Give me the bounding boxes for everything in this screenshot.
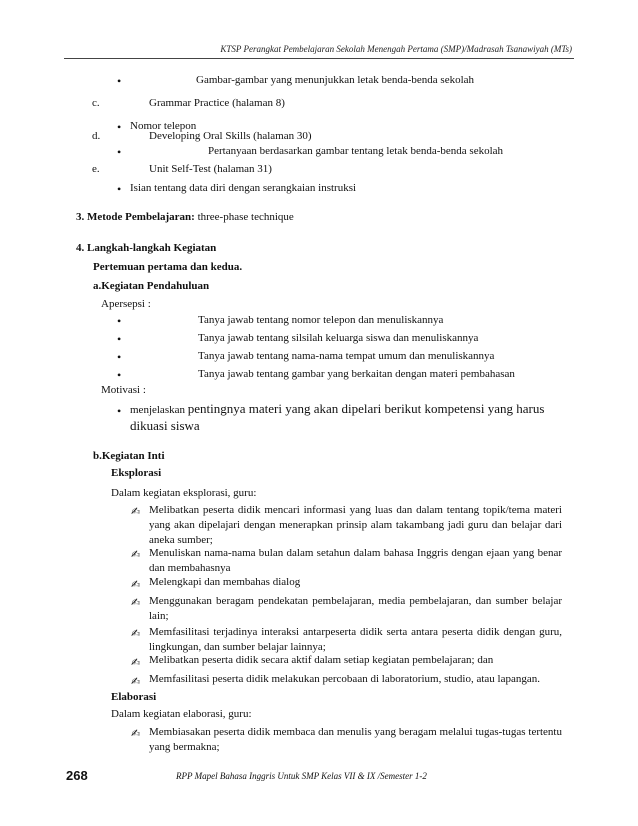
quill-pen-icon: ✍ — [131, 548, 141, 561]
quill-pen-icon: ✍ — [131, 656, 141, 669]
eksplorasi-item: Melibatkan peserta didik secara aktif dalam setiap kegiatan pembelajaran; dan — [149, 654, 494, 666]
quill-pen-icon: ✍ — [131, 675, 141, 688]
elaborasi-intro: Dalam kegiatan elaborasi, guru: — [111, 708, 252, 720]
eksplorasi-heading: Eksplorasi — [111, 467, 162, 479]
eksplorasi-item: Memfasilitasi terjadinya interaksi antarpeserta didik serta antara peserta didik dengan guru, lingkungan, dan sumber belajar lainnya; — [149, 626, 562, 653]
list-item: Unit Self-Test (halaman 31) — [149, 163, 272, 175]
list-item: Pertanyaan berdasarkan gambar tentang letak benda-benda sekolah — [208, 145, 504, 157]
section-3-label: 3. Metode Pembelajaran: — [76, 211, 195, 223]
quill-pen-icon: ✍ — [131, 505, 141, 518]
section-4-heading: 4. Langkah-langkah Kegiatan — [76, 242, 217, 254]
b-heading: b.Kegiatan Inti — [93, 450, 165, 462]
a-heading: a.Kegiatan Pendahuluan — [93, 280, 210, 292]
eksplorasi-item: Melengkapi dan membahas dialog — [149, 576, 301, 588]
section-3-value: three-phase technique — [197, 211, 294, 223]
motivasi-small: menjelaskan — [130, 404, 185, 416]
apersepsi-item: Tanya jawab tentang silsilah keluarga siswa dan menuliskannya — [198, 332, 479, 344]
apersepsi-item: Tanya jawab tentang nama-nama tempat umum dan menuliskannya — [198, 350, 495, 362]
motivasi-text — [130, 401, 544, 417]
list-marker: d. — [92, 130, 101, 142]
bullet-icon: • — [117, 145, 122, 159]
bullet-icon: • — [117, 404, 122, 418]
quill-pen-icon: ✍ — [131, 596, 141, 609]
page-number: 268 — [66, 768, 88, 783]
quill-pen-icon: ✍ — [131, 578, 141, 591]
motivasi-large-2: dikuasi siswa — [130, 418, 200, 433]
eksplorasi-item: Menggunakan beragam pendekatan pembelajaran, media pembelajaran, dan sumber belajar lain; — [149, 595, 562, 622]
bullet-icon: • — [117, 182, 122, 196]
bullet-icon: • — [117, 368, 122, 382]
bullet-icon: • — [117, 314, 122, 328]
eksplorasi-item: Memfasilitasi peserta didik melakukan percobaan di laboratorium, studio, atau lapangan. — [149, 673, 540, 685]
list-item: Grammar Practice (halaman 8) — [149, 97, 285, 109]
eksplorasi-intro: Dalam kegiatan eksplorasi, guru: — [111, 487, 257, 499]
eksplorasi-item: Melibatkan peserta didik mencari informasi yang luas dan dalam tentang topik/tema materi yang akan dipelajari dengan menerapkan prinsip alam takambang jadi guru dan belajar dari aneka sumber; — [149, 504, 562, 546]
list-item: Developing Oral Skills (halaman 30) — [149, 130, 312, 142]
bullet-icon: • — [117, 350, 122, 364]
list-item: Nomor telepon — [130, 120, 197, 132]
bullet-icon: • — [117, 74, 122, 88]
page-header: KTSP Perangkat Pembelajaran Sekolah Menengah Pertama (SMP)/Madrasah Tsanawiyah (MTs) — [220, 44, 572, 54]
motivasi-large-1: pentingnya materi yang akan dipelari berikut kompetensi yang harus — [187, 401, 545, 416]
header-rule — [64, 58, 574, 59]
page-footer: RPP Mapel Bahasa Inggris Untuk SMP Kelas VII & IX /Semester 1-2 — [176, 771, 427, 781]
apersepsi-label: Apersepsi : — [101, 298, 151, 310]
quill-pen-icon: ✍ — [131, 627, 141, 640]
list-item: Gambar-gambar yang menunjukkan letak benda-benda sekolah — [196, 74, 475, 86]
elaborasi-item: Membiasakan peserta didik membaca dan menulis yang beragam melalui tugas-tugas tertentu yang bermakna; — [149, 726, 562, 753]
list-marker: e. — [92, 163, 100, 175]
eksplorasi-item: Menuliskan nama-nama bulan dalam setahun dalam bahasa Inggris dengan ejaan yang benar dan membahasnya — [149, 547, 562, 574]
apersepsi-item: Tanya jawab tentang gambar yang berkaitan dengan materi pembahasan — [198, 368, 515, 380]
bullet-icon: • — [117, 332, 122, 346]
motivasi-label: Motivasi : — [101, 384, 146, 396]
elaborasi-heading: Elaborasi — [111, 691, 157, 703]
list-marker: c. — [92, 97, 100, 109]
section-4-subheading: Pertemuan pertama dan kedua. — [93, 261, 243, 273]
list-item: Isian tentang data diri dengan serangkaian instruksi — [130, 182, 357, 194]
apersepsi-item: Tanya jawab tentang nomor telepon dan menuliskannya — [198, 314, 444, 326]
quill-pen-icon: ✍ — [131, 727, 141, 740]
section-3 — [76, 211, 294, 223]
bullet-icon: • — [117, 120, 122, 134]
